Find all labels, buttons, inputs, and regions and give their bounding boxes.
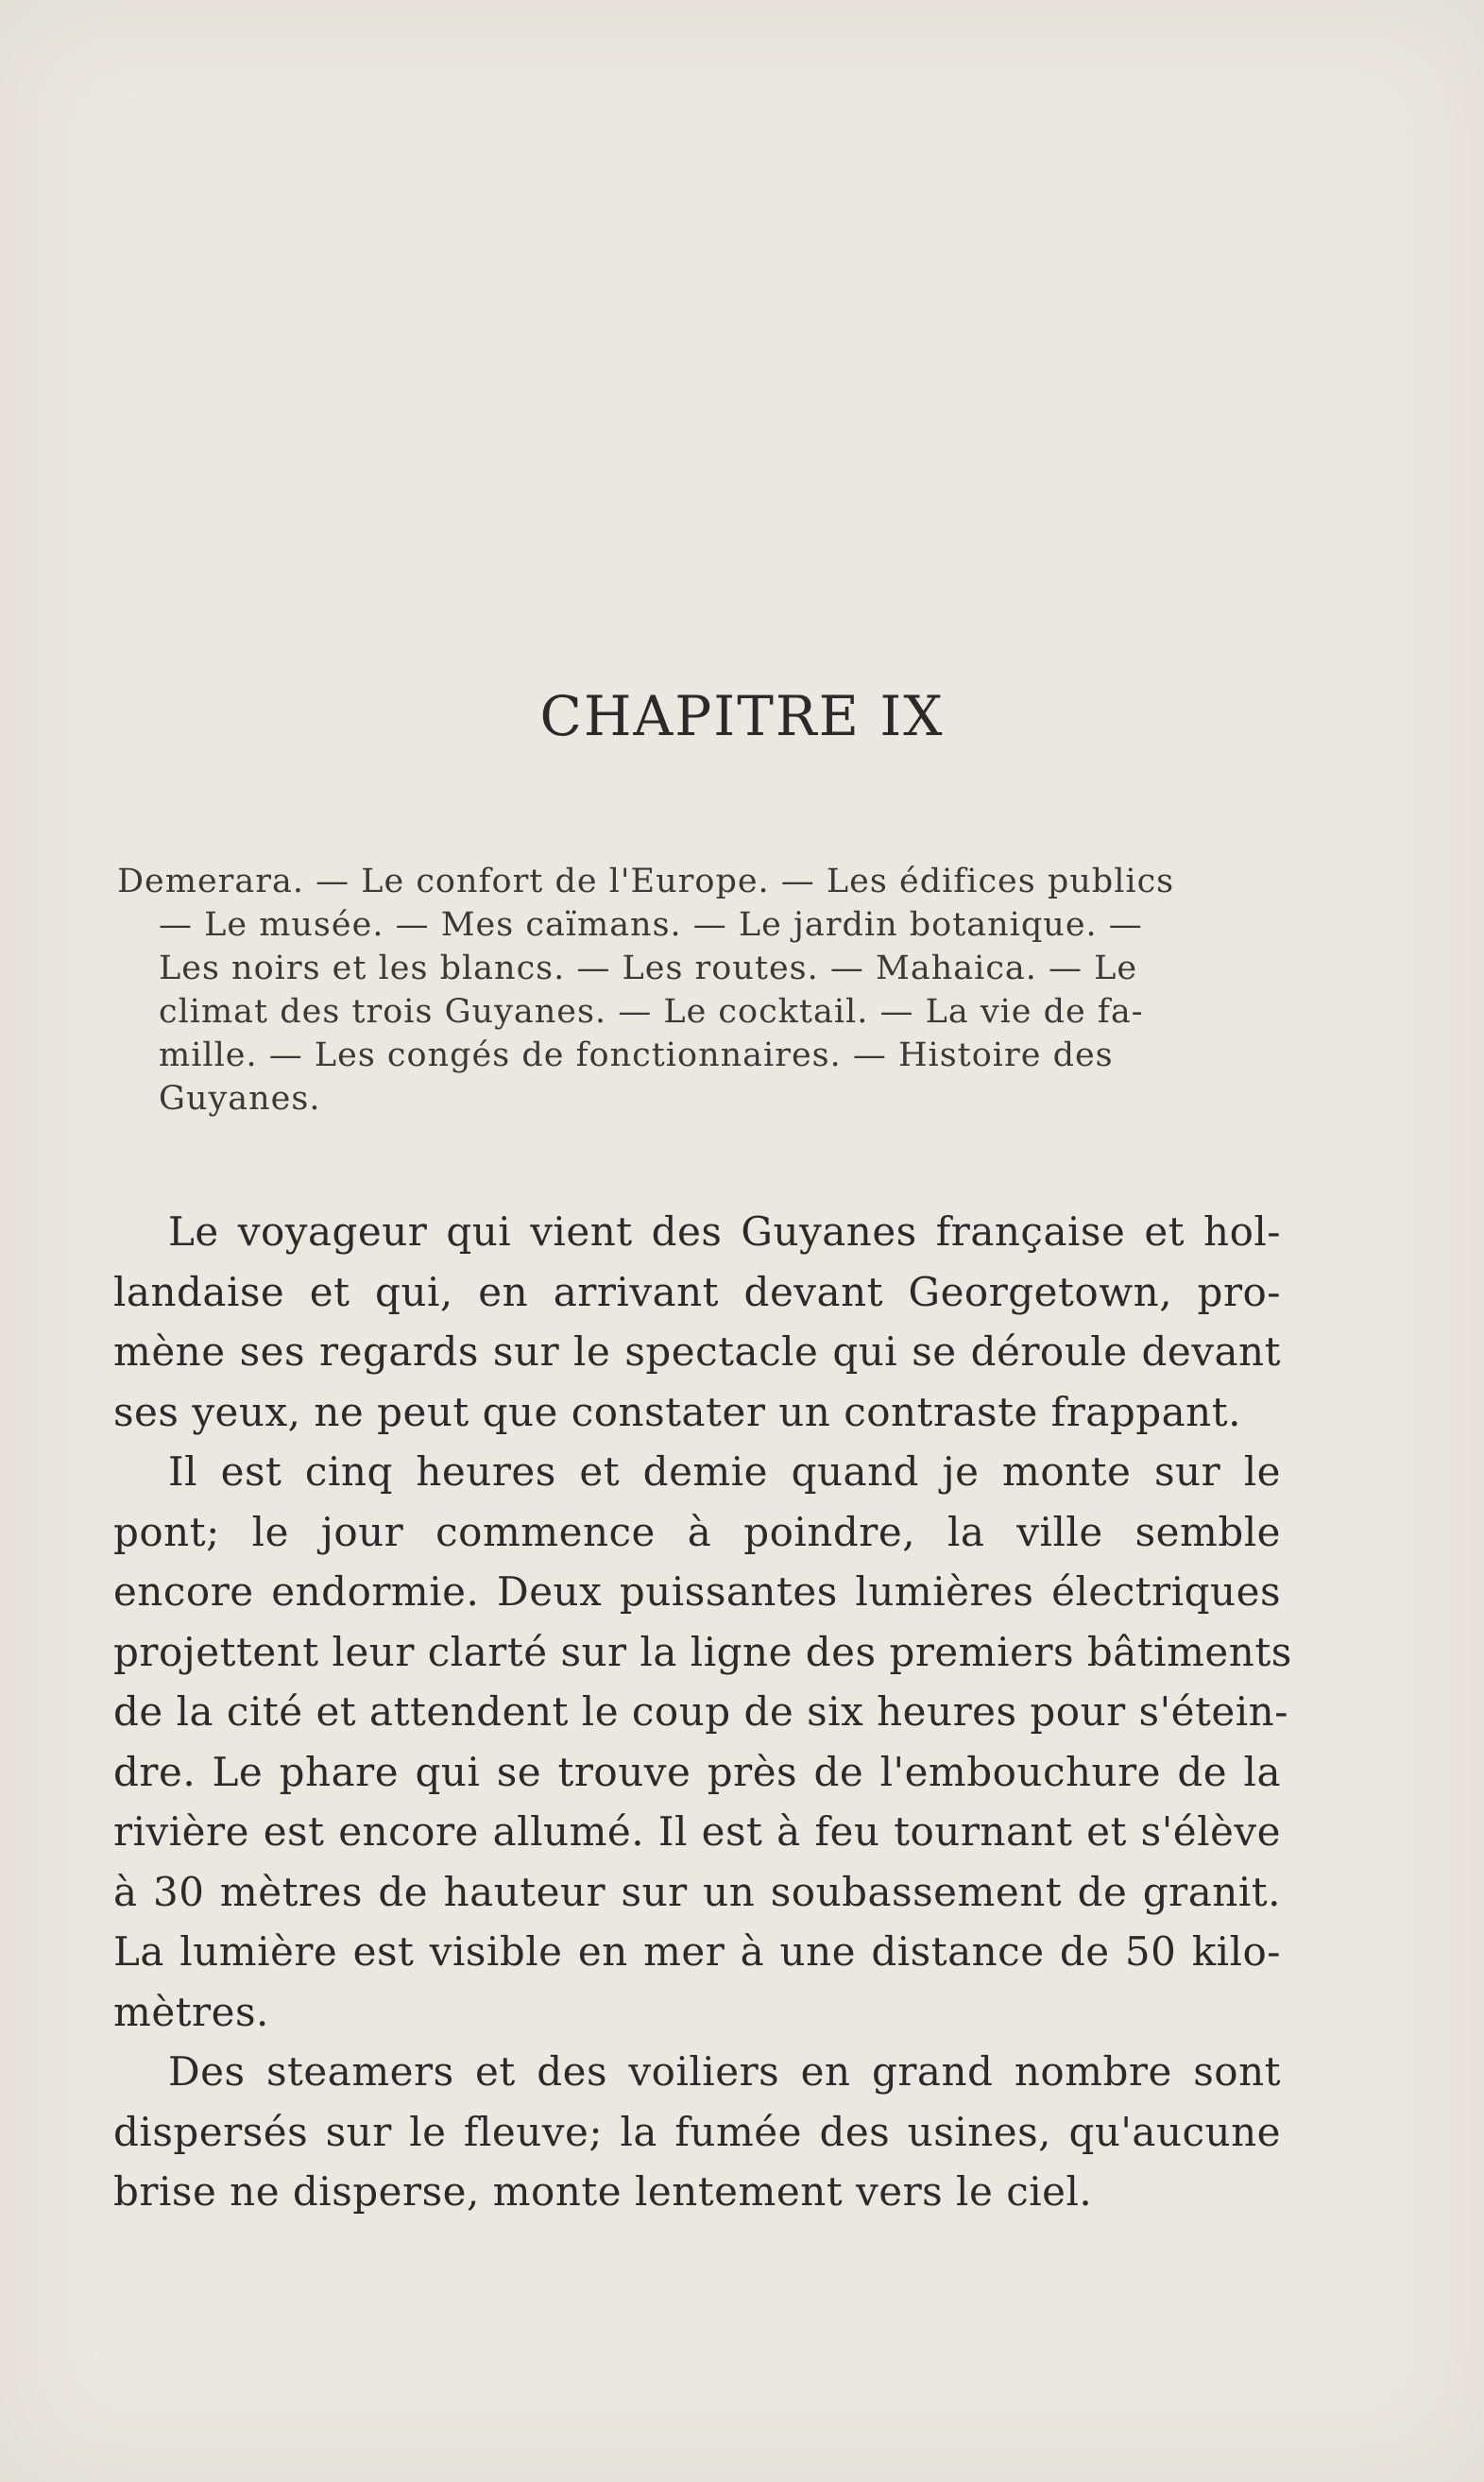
text-line: rivière est encore allumé. Il est à feu tournant et s'élève — [113, 1808, 1281, 1855]
summary-line: Guyanes. — [159, 1080, 321, 1118]
text-line: dre. Le phare qui se trouve près de l'embouchure de la — [113, 1748, 1281, 1795]
paragraph-1 — [113, 1202, 1281, 1442]
text-line: Le voyageur qui vient des Guyanes française et hol- — [168, 1208, 1281, 1255]
text-line: projettent leur clarté sur la ligne des premiers bâtiments — [113, 1628, 1292, 1675]
paragraph-3 — [113, 2042, 1281, 2222]
summary-line: Les noirs et les blancs. — Les routes. — Mahaica. — Le — [159, 950, 1138, 987]
text-line: landaise et qui, en arrivant devant Georgetown, pro- — [113, 1268, 1281, 1315]
chapter-title: CHAPITRE IX — [539, 684, 945, 748]
text-line: mène ses regards sur le spectacle qui se déroule devant — [113, 1328, 1281, 1375]
text-line: de la cité et attendent le coup de six heures pour s'étein- — [113, 1688, 1288, 1735]
text-line: encore endormie. Deux puissantes lumières électriques — [113, 1568, 1281, 1615]
summary-line: Demerara. — Le confort de l'Europe. — Les édifices publics — [117, 863, 1175, 900]
text-line: La lumière est visible en mer à une distance de 50 kilo- — [113, 1928, 1281, 1975]
chapter-summary — [117, 860, 1275, 1121]
text-line: mètres. — [113, 1988, 269, 2035]
text-line: à 30 mètres de hauteur sur un soubassement de granit. — [113, 1868, 1281, 1915]
summary-line: — Le musée. — Mes caïmans. — Le jardin botanique. — — [159, 906, 1143, 944]
text-line: dispersés sur le fleuve; la fumée des usines, qu'aucune — [113, 2108, 1281, 2155]
paragraph-2 — [113, 1442, 1292, 2042]
text-line: Des steamers et des voiliers en grand nombre sont — [168, 2048, 1281, 2095]
text-line: brise ne disperse, monte lentement vers le ciel. — [113, 2168, 1093, 2215]
text-line: pont; le jour commence à poindre, la ville semble — [113, 1508, 1281, 1555]
text-line: ses yeux, ne peut que constater un contraste frappant. — [113, 1388, 1241, 1435]
body-text — [113, 1202, 1292, 2222]
summary-line: climat des trois Guyanes. — Le cocktail. — La vie de fa- — [159, 993, 1144, 1031]
summary-line: mille. — Les congés de fonctionnaires. — Histoire des — [159, 1036, 1114, 1074]
text-line: Il est cinq heures et demie quand je monte sur le — [168, 1448, 1281, 1495]
